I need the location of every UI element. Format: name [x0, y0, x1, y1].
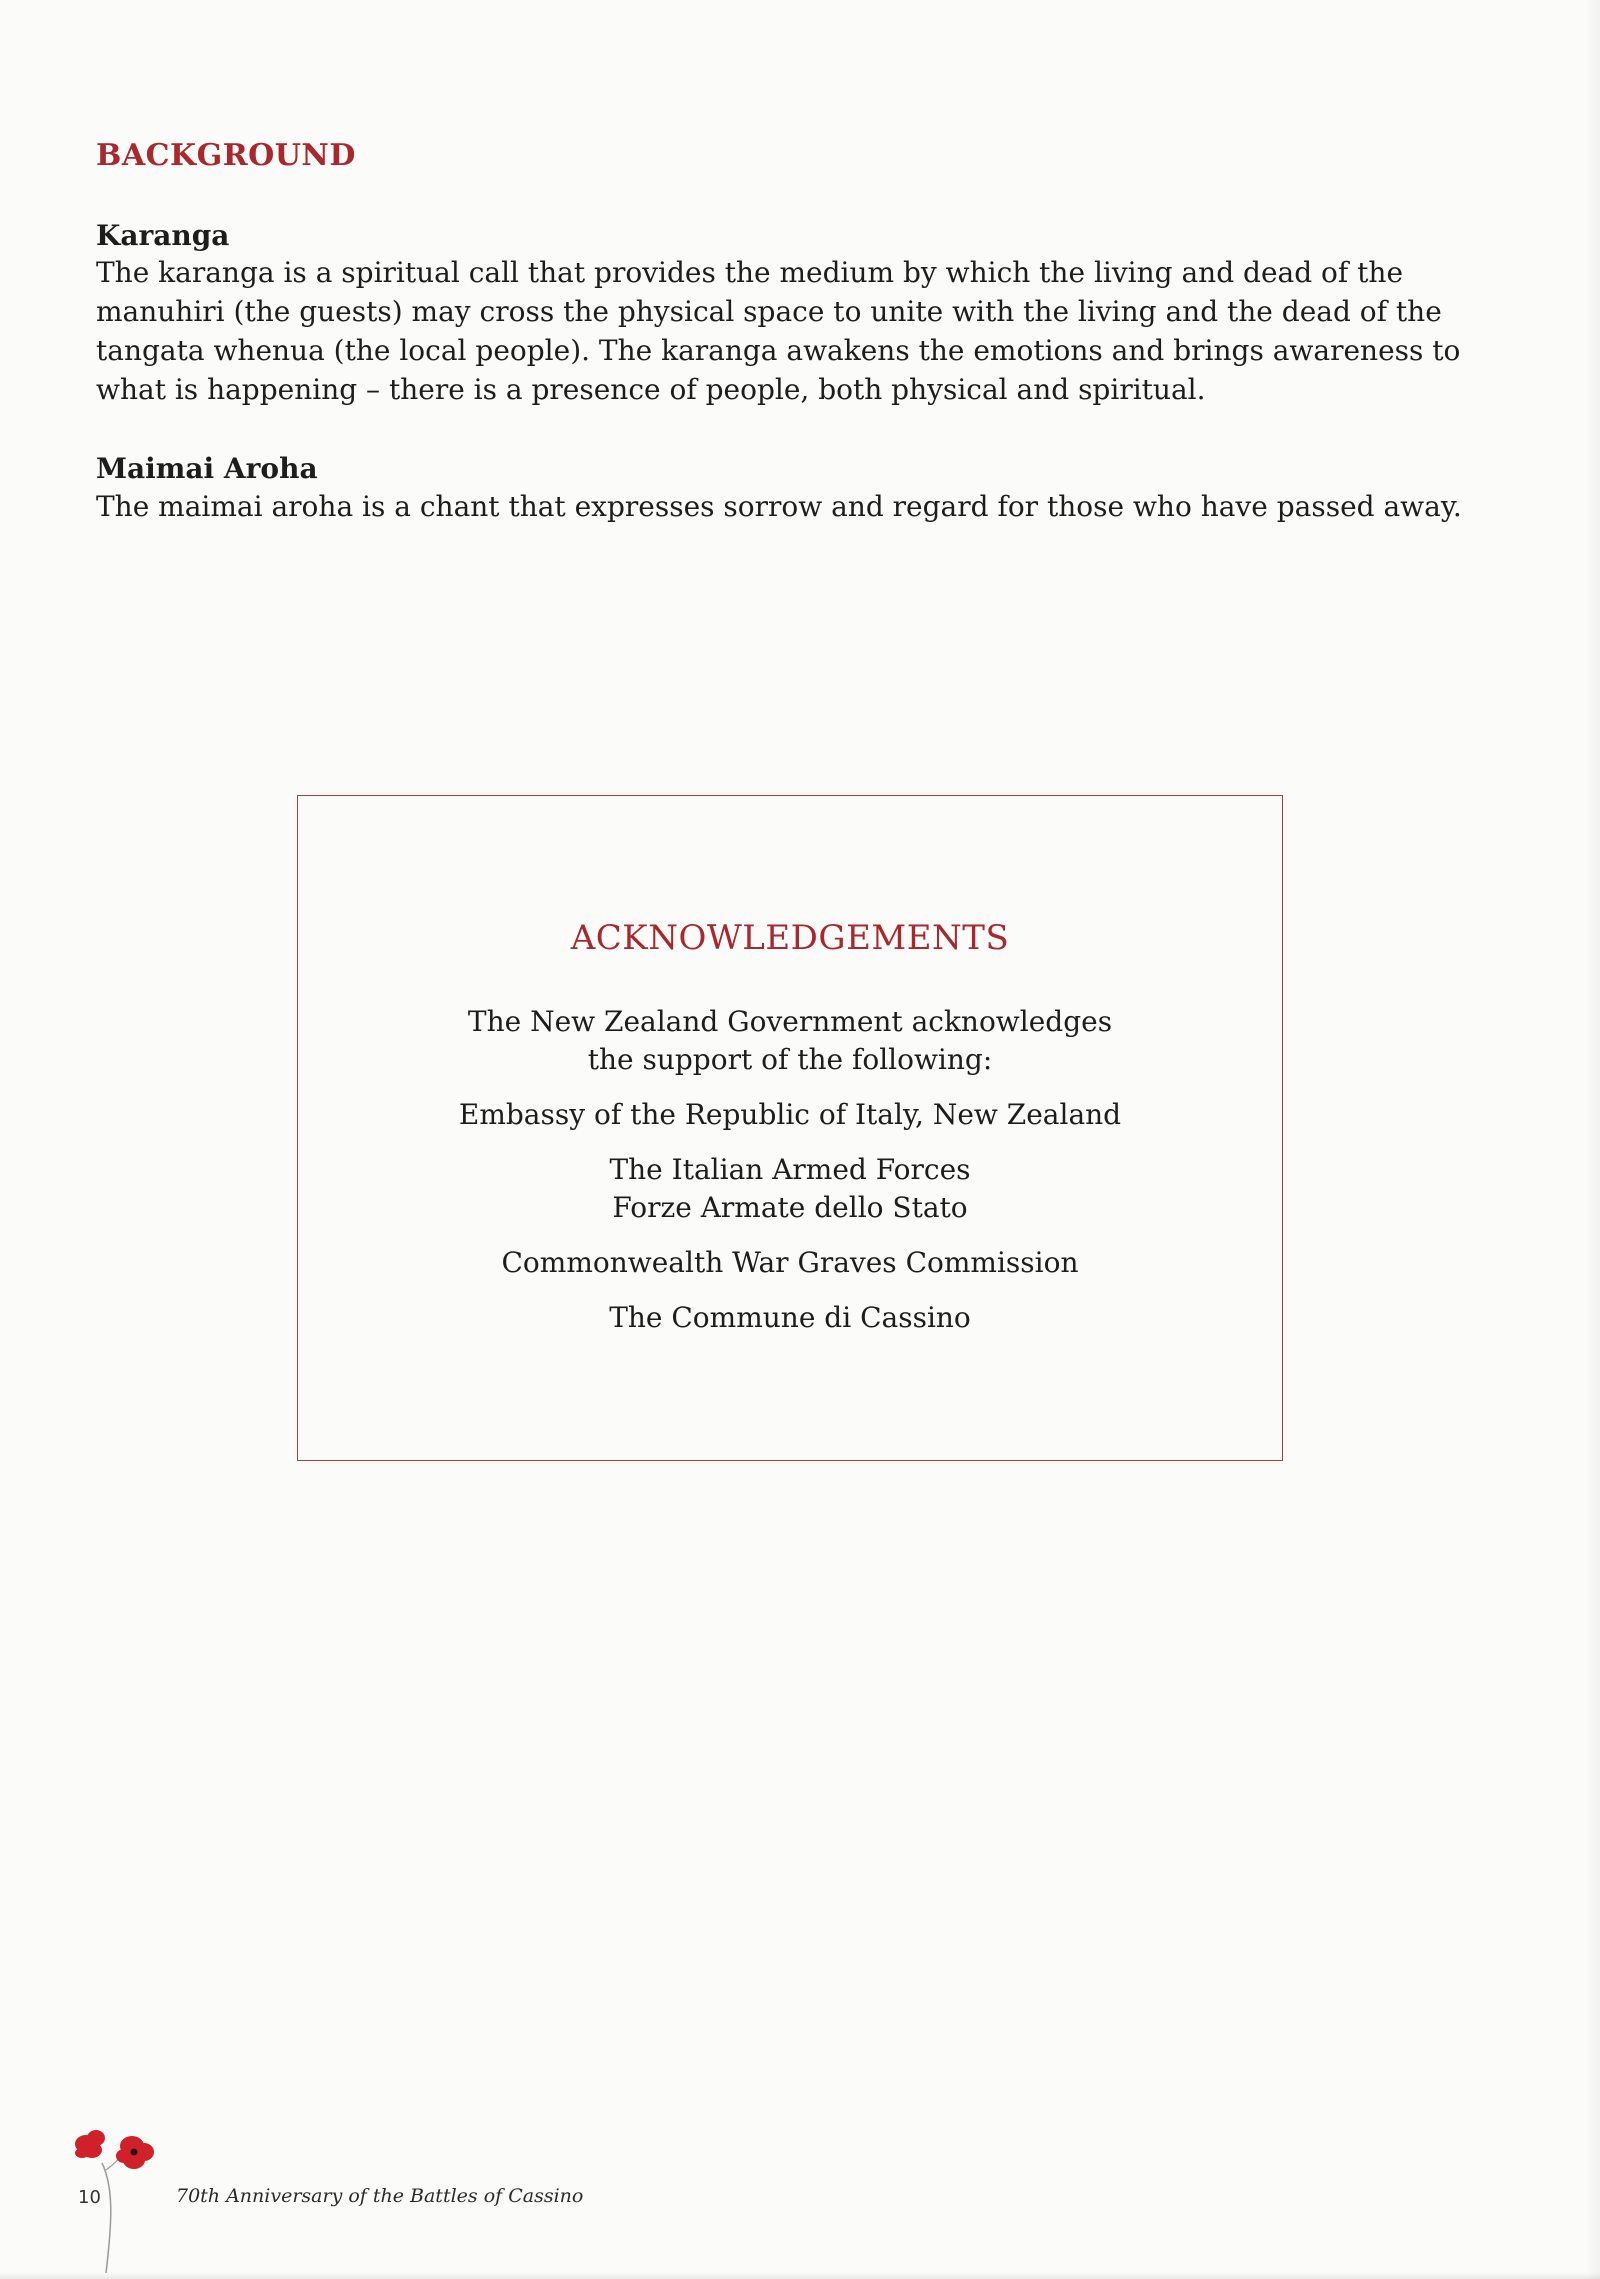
- poppy-icon: [62, 2118, 162, 2278]
- publication-title: 70th Anniversary of the Battles of Cassino: [176, 2185, 584, 2207]
- ack-entry: The Commune di Cassino: [609, 1301, 971, 1334]
- karanga-line: The karanga is a spiritual call that provides the medium by which the living and dead of the: [96, 256, 1404, 289]
- maimai-aroha-subheading: Maimai Aroha: [96, 452, 318, 485]
- acknowledgements-heading: ACKNOWLEDGEMENTS: [570, 918, 1010, 958]
- maimai-aroha-paragraph: The maimai aroha is a chant that expresses sorrow and regard for those who have passed away.: [96, 490, 1462, 523]
- page-number: 10: [78, 2187, 101, 2208]
- ack-entry: Forze Armate dello Stato: [612, 1191, 968, 1224]
- karanga-line: tangata whenua (the local people). The karanga awakens the emotions and brings awareness to: [96, 334, 1461, 367]
- background-heading: BACKGROUND: [96, 138, 356, 173]
- karanga-line: what is happening – there is a presence of people, both physical and spiritual.: [96, 373, 1206, 406]
- ack-entry: Embassy of the Republic of Italy, New Zealand: [458, 1098, 1122, 1131]
- ack-entry: The Italian Armed Forces: [609, 1153, 971, 1186]
- page-edge-shadow: [1586, 0, 1600, 2279]
- acknowledgements-box: [297, 795, 1283, 1461]
- karanga-line: manuhiri (the guests) may cross the physical space to unite with the living and the dead of the: [96, 295, 1442, 328]
- karanga-paragraph: [96, 253, 1496, 409]
- page-bottom-edge: [0, 2273, 1600, 2279]
- karanga-subheading: Karanga: [96, 219, 230, 252]
- ack-intro-line: The New Zealand Government acknowledges: [467, 1005, 1113, 1038]
- ack-entry: Commonwealth War Graves Commission: [501, 1246, 1079, 1279]
- ack-intro-line: the support of the following:: [587, 1043, 993, 1076]
